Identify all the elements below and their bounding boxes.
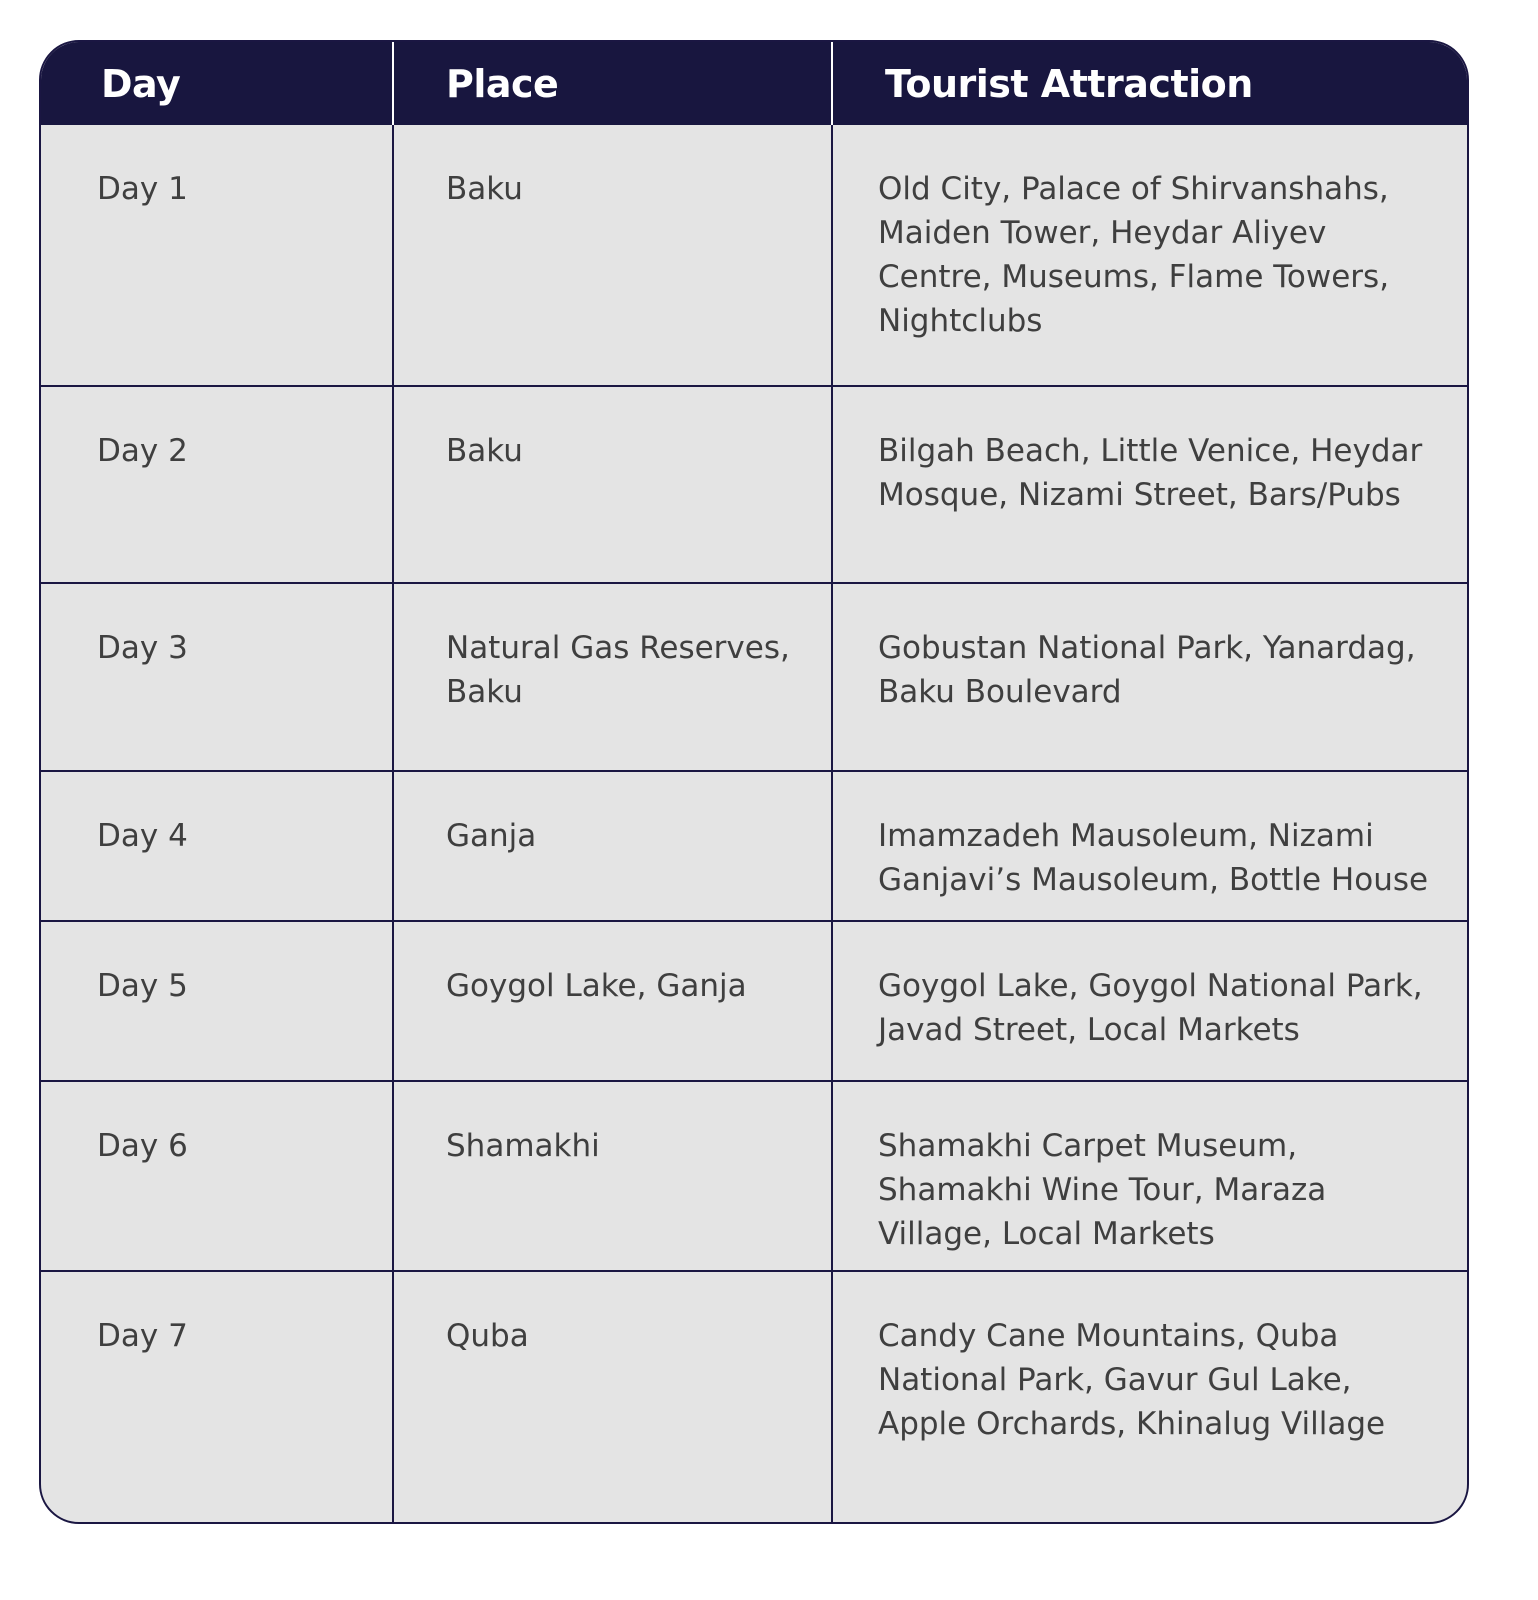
table-row <box>41 1271 1467 1522</box>
attraction-cell: Candy Cane Mountains, Quba National Park, Gavur Gul Lake, Apple Orchards, Khinalug Village <box>832 1271 1467 1522</box>
header-place: Place <box>393 42 832 125</box>
table-body <box>41 125 1467 1522</box>
table-header <box>41 42 1467 125</box>
day-cell: Day 7 <box>41 1271 393 1522</box>
place-cell: Shamakhi <box>393 1081 832 1271</box>
attraction-cell: Gobustan National Park, Yanardag, Baku Boulevard <box>832 583 1467 771</box>
table-row <box>41 771 1467 921</box>
table-row <box>41 583 1467 771</box>
itinerary-table-container <box>39 40 1469 1524</box>
itinerary-table <box>41 42 1467 1522</box>
day-cell: Day 5 <box>41 921 393 1081</box>
table-row <box>41 921 1467 1081</box>
attraction-cell: Bilgah Beach, Little Venice, Heydar Mosque, Nizami Street, Bars/Pubs <box>832 386 1467 583</box>
place-cell: Baku <box>393 125 832 386</box>
attraction-cell: Shamakhi Carpet Museum, Shamakhi Wine Tour, Maraza Village, Local Markets <box>832 1081 1467 1271</box>
header-row <box>41 42 1467 125</box>
day-cell: Day 4 <box>41 771 393 921</box>
day-cell: Day 3 <box>41 583 393 771</box>
day-cell: Day 6 <box>41 1081 393 1271</box>
place-cell: Natural Gas Reserves, Baku <box>393 583 832 771</box>
day-cell: Day 2 <box>41 386 393 583</box>
place-cell: Ganja <box>393 771 832 921</box>
attraction-cell: Imamzadeh Mausoleum, Nizami Ganjavi’s Mausoleum, Bottle House <box>832 771 1467 921</box>
attraction-cell: Goygol Lake, Goygol National Park, Javad Street, Local Markets <box>832 921 1467 1081</box>
place-cell: Goygol Lake, Ganja <box>393 921 832 1081</box>
table-row <box>41 386 1467 583</box>
table-row <box>41 1081 1467 1271</box>
header-tourist-attraction: Tourist Attraction <box>832 42 1467 125</box>
attraction-cell: Old City, Palace of Shirvanshahs, Maiden Tower, Heydar Aliyev Centre, Museums, Flame Towers, Nightclubs <box>832 125 1467 386</box>
header-day: Day <box>41 42 393 125</box>
place-cell: Quba <box>393 1271 832 1522</box>
place-cell: Baku <box>393 386 832 583</box>
table-row <box>41 125 1467 386</box>
day-cell: Day 1 <box>97 171 188 207</box>
